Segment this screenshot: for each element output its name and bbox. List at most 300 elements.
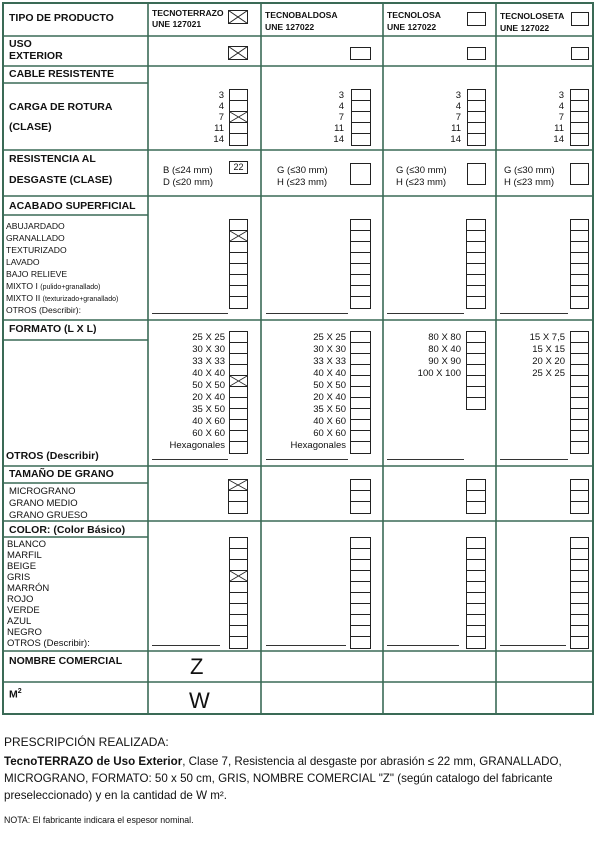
m2-value[interactable]: W	[189, 688, 210, 713]
acabado-boxes-row[interactable]	[571, 220, 588, 231]
formato-boxes-loseta-row[interactable]	[571, 431, 588, 442]
carga-clase-boxes-row[interactable]	[468, 134, 485, 145]
desgaste-terrazo-d: D (≤20 mm)	[163, 177, 214, 188]
acabado-boxes-row[interactable]	[230, 253, 247, 264]
grano-boxes-row[interactable]	[467, 491, 485, 502]
acabado-boxes-row[interactable]	[230, 286, 247, 297]
cable-resistente-label: CABLE RESISTENTE	[9, 68, 115, 80]
grano-grueso: GRANO GRUESO	[9, 510, 88, 521]
carga-clase-boxes-row[interactable]	[352, 134, 370, 145]
nombre-comercial-value[interactable]: Z	[190, 654, 204, 679]
grano-boxes-row[interactable]	[351, 480, 370, 491]
acabado-label: ACABADO SUPERFICIAL	[9, 200, 136, 212]
color-boxes-row[interactable]	[571, 549, 588, 560]
carga-clase-boxes-row[interactable]	[571, 123, 588, 134]
acabado-boxes-row[interactable]	[230, 275, 247, 286]
carga-clase-label: 14	[333, 134, 344, 145]
acabado-boxes-row[interactable]	[230, 242, 247, 253]
color-boxes-row[interactable]	[230, 604, 247, 615]
prescripcion-footer	[4, 734, 596, 826]
formato-size-losa: 80 X 80	[428, 332, 461, 343]
prescripcion-body	[4, 753, 596, 804]
acabado-boxes-row[interactable]	[467, 231, 485, 242]
formato-size-baldosa: Hexagonales	[290, 440, 346, 451]
carga-clase-boxes-row[interactable]	[352, 90, 370, 101]
formato-size-loseta: 20 X 20	[532, 356, 565, 367]
formato-size-baldosa: 35 X 50	[313, 404, 346, 415]
carga-clase-label: 11	[214, 123, 224, 134]
formato-boxes-terrazo-row[interactable]	[230, 420, 247, 431]
grano-boxes-row[interactable]	[467, 502, 485, 513]
formato-size-terrazo: 40 X 40	[192, 368, 225, 379]
prescripcion-bold: TecnoTERRAZO de Uso Exterior	[4, 755, 183, 768]
tecnolosa-checkbox[interactable]	[467, 12, 486, 26]
carga-clase-label: 4	[218, 101, 224, 112]
color-boxes-row[interactable]	[351, 604, 370, 615]
color-boxes-row[interactable]	[351, 593, 370, 604]
desgaste-clase-label: DESGASTE (CLASE)	[9, 174, 113, 186]
color-boxes-row[interactable]	[571, 582, 588, 593]
color-boxes-row[interactable]	[467, 549, 485, 560]
carga-clase-boxes-row[interactable]	[468, 101, 485, 112]
formato-boxes-terrazo-row[interactable]	[230, 343, 247, 354]
formato-boxes-loseta-row[interactable]	[571, 365, 588, 376]
desgaste-terrazo-b: B (≤24 mm)	[163, 165, 213, 176]
grano-boxes-row[interactable]	[571, 491, 588, 502]
formato-boxes-losa[interactable]	[466, 331, 486, 410]
carga-clase-boxes-row[interactable]	[230, 101, 247, 112]
formato-boxes-loseta-row[interactable]	[571, 398, 588, 409]
grano-label: TAMAÑO DE GRANO	[9, 468, 114, 480]
formato-size-terrazo: 25 X 25	[192, 332, 225, 343]
acabado-otros: OTROS (Describir):	[6, 305, 81, 315]
formato-boxes-loseta-row[interactable]	[571, 332, 588, 343]
formato-size-baldosa: 33 X 33	[313, 356, 346, 367]
acabado-boxes-row[interactable]	[351, 297, 370, 308]
acabado-bajo-relieve: BAJO RELIEVE	[6, 269, 68, 279]
color-boxes-row[interactable]	[571, 615, 588, 626]
carga-clase-boxes-row[interactable]	[230, 123, 247, 134]
acabado-boxes-row[interactable]	[467, 286, 485, 297]
formato-boxes-loseta-row[interactable]	[571, 420, 588, 431]
acabado-lavado: LAVADO	[6, 257, 40, 267]
desgaste-losa-h: H (≤23 mm)	[396, 177, 447, 188]
resistencia-label: RESISTENCIA AL	[9, 153, 96, 165]
carga-clase-boxes[interactable]	[229, 89, 248, 146]
formato-boxes-loseta-row[interactable]	[571, 376, 588, 387]
m2-label	[9, 686, 22, 701]
formato-boxes-terrazo-row[interactable]	[230, 354, 247, 365]
acabado-boxes[interactable]	[350, 219, 371, 309]
acabado-boxes-row[interactable]	[571, 297, 588, 308]
color-boxes-row[interactable]	[571, 626, 588, 637]
carga-clase-boxes-row[interactable]	[571, 112, 588, 123]
formato-boxes-terrazo[interactable]	[229, 331, 248, 454]
formato-otros-line-baldosa[interactable]	[266, 459, 348, 460]
tipo-producto-label: TIPO DE PRODUCTO	[9, 12, 114, 24]
formato-boxes-loseta-row[interactable]	[571, 442, 588, 453]
formato-size-loseta: 15 X 7,5	[529, 332, 565, 343]
tecnoterrazo-checkbox-checked[interactable]	[228, 10, 248, 24]
color-boxes-row[interactable]	[467, 582, 485, 593]
color-boxes-row[interactable]	[571, 560, 588, 571]
formato-boxes-baldosa-row[interactable]	[351, 365, 370, 376]
acabado-boxes-row[interactable]	[230, 220, 247, 231]
acabado-boxes-row[interactable]	[351, 220, 370, 231]
formato-size-baldosa: 30 X 30	[313, 344, 346, 355]
color-boxes-row[interactable]	[571, 538, 588, 549]
carga-clase-label: 14	[553, 134, 564, 145]
desgaste-loseta-h: H (≤23 mm)	[504, 177, 555, 188]
formato-boxes-losa-row[interactable]	[467, 343, 485, 354]
formato-boxes-terrazo-row[interactable]	[230, 332, 247, 343]
formato-boxes-terrazo-row[interactable]	[230, 442, 247, 453]
acabado-boxes-row[interactable]	[351, 231, 370, 242]
acabado-boxes[interactable]	[229, 219, 248, 309]
formato-otros-line-terrazo[interactable]	[152, 459, 228, 460]
formato-boxes-losa-row[interactable]	[467, 387, 485, 398]
formato-size-baldosa: 60 X 60	[313, 428, 346, 439]
carga-clase-boxes[interactable]	[351, 89, 371, 146]
acabado-boxes-row[interactable]	[571, 231, 588, 242]
acabado-boxes-row[interactable]	[571, 275, 588, 286]
acabado-boxes-row[interactable]	[571, 264, 588, 275]
color-negro: NEGRO	[7, 627, 42, 638]
formato-boxes-baldosa-row[interactable]	[351, 387, 370, 398]
carga-clase-label: 11	[451, 123, 461, 134]
acabado-texturizado: TEXTURIZADO	[6, 245, 67, 255]
color-boxes-row[interactable]	[571, 593, 588, 604]
prescripcion-text: , Clase 7, Resistencia al desgaste por abrasión ≤ 22 mm, GRANALLADO, MICROGRANO, FORMATO: 50 x 50 cm, GRIS, NOMBRE COMERCIAL "Z" (según catalogo del fabricante preseleccionado) y en la cantidad de W m².	[4, 755, 562, 802]
carga-clase-boxes-row[interactable]	[352, 123, 370, 134]
color-boxes-row[interactable]	[467, 626, 485, 637]
color-boxes-row[interactable]	[230, 615, 247, 626]
desgaste-losa-box[interactable]	[467, 163, 486, 185]
carga-clase-label: 3	[558, 90, 564, 101]
product-name-tecnobaldosa: TECNOBALDOSA	[265, 10, 338, 20]
color-label: COLOR: (Color Básico)	[9, 524, 126, 536]
nombre-comercial-label: NOMBRE COMERCIAL	[9, 655, 123, 667]
color-boxes-row[interactable]	[467, 604, 485, 615]
carga-clase-label: 14	[213, 134, 224, 145]
formato-boxes-terrazo-row-checked[interactable]	[230, 376, 247, 387]
carga-rotura-label: CARGA DE ROTURA	[9, 101, 113, 113]
grano-boxes-row-checked[interactable]	[229, 480, 247, 491]
color-boxes-row[interactable]	[351, 637, 370, 648]
color-boxes-row[interactable]	[571, 637, 588, 648]
product-norm-tecnolosa: UNE 127022	[387, 22, 437, 32]
formato-boxes-terrazo-row[interactable]	[230, 409, 247, 420]
product-name-tecnolosa: TECNOLOSA	[387, 10, 441, 20]
acabado-otros-line-baldosa[interactable]	[266, 313, 348, 314]
formato-boxes-baldosa-row[interactable]	[351, 376, 370, 387]
carga-clase-boxes-row[interactable]	[571, 90, 588, 101]
carga-clase-boxes-row[interactable]	[468, 90, 485, 101]
formato-size-losa: 100 X 100	[417, 368, 461, 379]
color-otros-line-loseta[interactable]	[500, 645, 566, 646]
formato-size-terrazo: 40 X 60	[192, 416, 225, 427]
color-boxes-row[interactable]	[351, 560, 370, 571]
acabado-boxes-row[interactable]	[467, 297, 485, 308]
carga-clase-boxes-row[interactable]	[468, 123, 485, 134]
formato-boxes-baldosa[interactable]	[350, 331, 371, 454]
color-boxes-row[interactable]	[467, 538, 485, 549]
color-boxes-row[interactable]	[351, 571, 370, 582]
color-boxes[interactable]	[570, 537, 589, 649]
formato-boxes-terrazo-row[interactable]	[230, 365, 247, 376]
product-name-tecnoloseta: TECNOLOSETA	[500, 11, 565, 21]
acabado-mixto-2-note: (texturizado+granallado)	[42, 296, 119, 303]
acabado-boxes-row[interactable]	[571, 286, 588, 297]
grano-boxes-row[interactable]	[571, 480, 588, 491]
color-boxes-row[interactable]	[467, 637, 485, 648]
color-otros: OTROS (Describir):	[7, 638, 90, 649]
acabado-boxes-row-checked[interactable]	[230, 231, 247, 242]
desgaste-loseta-box[interactable]	[570, 163, 589, 185]
acabado-otros-line-losa[interactable]	[387, 313, 464, 314]
color-boxes[interactable]	[466, 537, 486, 649]
color-blanco: BLANCO	[7, 539, 47, 550]
acabado-boxes-row[interactable]	[467, 220, 485, 231]
uso-exterior-loseta-checkbox[interactable]	[571, 47, 589, 60]
formato-boxes-baldosa-row[interactable]	[351, 398, 370, 409]
grano-boxes[interactable]	[570, 479, 589, 514]
formato-boxes-terrazo-row[interactable]	[230, 387, 247, 398]
color-beige: BEIGE	[7, 561, 37, 572]
color-boxes-row[interactable]	[351, 538, 370, 549]
grano-boxes-row[interactable]	[229, 491, 247, 502]
m2-label-sup: 2	[17, 688, 22, 695]
carga-clase-boxes-row[interactable]	[352, 112, 370, 123]
formato-boxes-baldosa-row[interactable]	[351, 431, 370, 442]
grano-boxes-row[interactable]	[571, 502, 588, 513]
formato-boxes-losa-row[interactable]	[467, 354, 485, 365]
acabado-boxes-row[interactable]	[230, 297, 247, 308]
formato-boxes-terrazo-row[interactable]	[230, 431, 247, 442]
color-boxes-row[interactable]	[230, 549, 247, 560]
formato-size-baldosa: 25 X 25	[313, 332, 346, 343]
acabado-boxes[interactable]	[570, 219, 589, 309]
carga-clase-label: 3	[455, 90, 461, 101]
acabado-boxes-row[interactable]	[351, 286, 370, 297]
carga-clase-label: 7	[558, 112, 564, 123]
color-boxes[interactable]	[229, 537, 248, 649]
color-marfil: MARFIL	[7, 550, 42, 561]
formato-otros-label: OTROS (Describir)	[6, 450, 99, 462]
carga-clase-label: 3	[218, 90, 224, 101]
acabado-mixto-2	[6, 293, 118, 305]
color-marron: MARRÓN	[7, 583, 50, 594]
grano-micro: MICROGRANO	[9, 486, 76, 497]
m2-label-text: M	[9, 688, 18, 701]
acabado-boxes-row[interactable]	[351, 275, 370, 286]
formato-size-loseta: 25 X 25	[532, 368, 565, 379]
formato-otros-line-loseta[interactable]	[500, 459, 568, 460]
color-boxes-row[interactable]	[467, 593, 485, 604]
color-boxes-row[interactable]	[351, 626, 370, 637]
formato-boxes-baldosa-row[interactable]	[351, 332, 370, 343]
carga-clase-boxes[interactable]	[467, 89, 486, 146]
carga-clase-label: 11	[334, 123, 344, 134]
formato-boxes-losa-row[interactable]	[467, 376, 485, 387]
acabado-mixto-1	[6, 281, 100, 293]
formato-size-terrazo: Hexagonales	[169, 440, 225, 451]
product-norm-tecnoloseta: UNE 127022	[500, 23, 550, 33]
formato-boxes-loseta-row[interactable]	[571, 354, 588, 365]
desgaste-baldosa-g: G (≤30 mm)	[277, 165, 328, 176]
prescripcion-note: NOTA: El fabricante indicara el espesor nominal.	[4, 815, 194, 825]
formato-size-losa: 90 X 90	[428, 356, 461, 367]
grano-boxes[interactable]	[228, 479, 248, 514]
color-boxes-row[interactable]	[351, 549, 370, 560]
acabado-otros-line-loseta[interactable]	[500, 313, 568, 314]
carga-clase-label: 14	[450, 134, 461, 145]
carga-clase-label: 4	[558, 101, 564, 112]
acabado-boxes-row[interactable]	[230, 264, 247, 275]
color-boxes-row[interactable]	[571, 604, 588, 615]
uso-exterior-baldosa-checkbox[interactable]	[350, 47, 371, 60]
formato-size-baldosa: 20 X 40	[313, 392, 346, 403]
formato-size-terrazo: 50 X 50	[192, 380, 225, 391]
color-boxes-row[interactable]	[467, 615, 485, 626]
acabado-boxes-row[interactable]	[467, 264, 485, 275]
formato-size-loseta: 15 X 15	[532, 344, 565, 355]
product-norm-tecnoterrazo: UNE 127021	[152, 19, 202, 29]
grano-boxes-row[interactable]	[351, 491, 370, 502]
uso-exterior-losa-checkbox[interactable]	[467, 47, 486, 60]
color-boxes-row[interactable]	[230, 593, 247, 604]
formato-boxes-loseta-row[interactable]	[571, 409, 588, 420]
acabado-boxes-row[interactable]	[467, 253, 485, 264]
uso-label: USO	[9, 38, 32, 50]
color-boxes-row[interactable]	[230, 637, 247, 648]
carga-clase-label: 7	[455, 112, 461, 123]
formato-size-losa: 80 X 40	[428, 344, 461, 355]
formato-size-baldosa: 40 X 60	[313, 416, 346, 427]
acabado-granallado: GRANALLADO	[6, 233, 65, 243]
acabado-boxes-row[interactable]	[351, 242, 370, 253]
acabado-boxes-row[interactable]	[351, 264, 370, 275]
acabado-boxes[interactable]	[466, 219, 486, 309]
acabado-mixto-2-label: MIXTO II	[6, 293, 41, 303]
color-boxes-row[interactable]	[351, 615, 370, 626]
color-boxes-row[interactable]	[230, 582, 247, 593]
product-name-tecnoterrazo: TECNOTERRAZO	[152, 8, 224, 18]
formato-size-baldosa: 50 X 50	[313, 380, 346, 391]
formato-otros-line-losa[interactable]	[387, 459, 464, 460]
formato-size-terrazo: 30 X 30	[192, 344, 225, 355]
acabado-boxes-row[interactable]	[571, 253, 588, 264]
desgaste-losa-g: G (≤30 mm)	[396, 165, 447, 176]
desgaste-baldosa-box[interactable]	[350, 163, 371, 185]
desgaste-baldosa-h: H (≤23 mm)	[277, 177, 328, 188]
formato-boxes-baldosa-row[interactable]	[351, 409, 370, 420]
formato-size-terrazo: 60 X 60	[192, 428, 225, 439]
grano-boxes[interactable]	[466, 479, 486, 514]
acabado-mixto-1-label: MIXTO I	[6, 281, 38, 291]
color-boxes-row[interactable]	[467, 571, 485, 582]
carga-clase-boxes-row[interactable]	[230, 134, 247, 145]
formato-size-baldosa: 40 X 40	[313, 368, 346, 379]
formato-size-terrazo: 33 X 33	[192, 356, 225, 367]
carga-clase-label: 11	[554, 123, 564, 134]
grano-boxes-row[interactable]	[467, 480, 485, 491]
grano-boxes-row[interactable]	[229, 502, 247, 513]
acabado-boxes-row[interactable]	[467, 275, 485, 286]
color-verde: VERDE	[7, 605, 40, 616]
carga-clase-label: 4	[338, 101, 344, 112]
carga-clase-label: (CLASE)	[9, 121, 52, 133]
grano-medio: GRANO MEDIO	[9, 498, 78, 509]
acabado-abujardado: ABUJARDADO	[6, 221, 65, 231]
exterior-label: EXTERIOR	[9, 50, 63, 62]
color-gris: GRIS	[7, 572, 31, 583]
acabado-mixto-1-note: (pulido+granallado)	[40, 284, 101, 291]
acabado-boxes-row[interactable]	[351, 253, 370, 264]
color-otros-line-terrazo[interactable]	[152, 645, 220, 646]
carga-clase-label: 7	[218, 112, 224, 123]
carga-clase-boxes-row[interactable]	[571, 134, 588, 145]
prescripcion-title: PRESCRIPCIÓN REALIZADA:	[4, 735, 169, 749]
formato-boxes-baldosa-row[interactable]	[351, 442, 370, 453]
color-boxes[interactable]	[350, 537, 371, 649]
acabado-boxes-row[interactable]	[467, 242, 485, 253]
formato-boxes-baldosa-row[interactable]	[351, 343, 370, 354]
formato-boxes-terrazo-row[interactable]	[230, 398, 247, 409]
color-otros-line-losa[interactable]	[387, 645, 459, 646]
desgaste-terrazo-value[interactable]: 22	[229, 161, 248, 174]
product-norm-tecnobaldosa: UNE 127022	[265, 22, 315, 32]
formato-label: FORMATO (L X L)	[9, 323, 97, 335]
carga-clase-label: 3	[338, 90, 344, 101]
tecnoloseta-checkbox[interactable]	[571, 12, 589, 26]
color-otros-line-baldosa[interactable]	[266, 645, 346, 646]
carga-clase-boxes-row[interactable]	[571, 101, 588, 112]
grano-boxes-row[interactable]	[351, 502, 370, 513]
uso-exterior-terrazo-checked[interactable]	[228, 46, 248, 60]
desgaste-loseta-g: G (≤30 mm)	[504, 165, 555, 176]
carga-clase-boxes[interactable]	[570, 89, 589, 146]
acabado-otros-line-terrazo[interactable]	[152, 313, 228, 314]
color-rojo: ROJO	[7, 594, 34, 605]
color-boxes-row[interactable]	[230, 538, 247, 549]
acabado-boxes-row[interactable]	[571, 242, 588, 253]
color-boxes-row[interactable]	[230, 626, 247, 637]
formato-boxes-losa-row[interactable]	[467, 365, 485, 376]
color-boxes-row[interactable]	[230, 560, 247, 571]
color-boxes-row[interactable]	[467, 560, 485, 571]
carga-clase-label: 4	[455, 101, 461, 112]
formato-boxes-loseta-row[interactable]	[571, 343, 588, 354]
formato-boxes-losa-row[interactable]	[467, 332, 485, 343]
formato-boxes-loseta-row[interactable]	[571, 387, 588, 398]
formato-boxes-losa-row[interactable]	[467, 398, 485, 409]
carga-clase-boxes-row[interactable]	[352, 101, 370, 112]
formato-boxes-baldosa-row[interactable]	[351, 354, 370, 365]
color-boxes-row[interactable]	[571, 571, 588, 582]
carga-clase-boxes-row-checked[interactable]	[230, 112, 247, 123]
formato-size-terrazo: 20 X 40	[192, 392, 225, 403]
carga-clase-boxes-row[interactable]	[230, 90, 247, 101]
formato-size-terrazo: 35 X 50	[192, 404, 225, 415]
color-boxes-row[interactable]	[351, 582, 370, 593]
color-boxes-row-checked[interactable]	[230, 571, 247, 582]
carga-clase-boxes-row[interactable]	[468, 112, 485, 123]
grano-boxes[interactable]	[350, 479, 371, 514]
formato-boxes-baldosa-row[interactable]	[351, 420, 370, 431]
formato-boxes-loseta[interactable]	[570, 331, 589, 454]
carga-clase-label: 7	[338, 112, 344, 123]
